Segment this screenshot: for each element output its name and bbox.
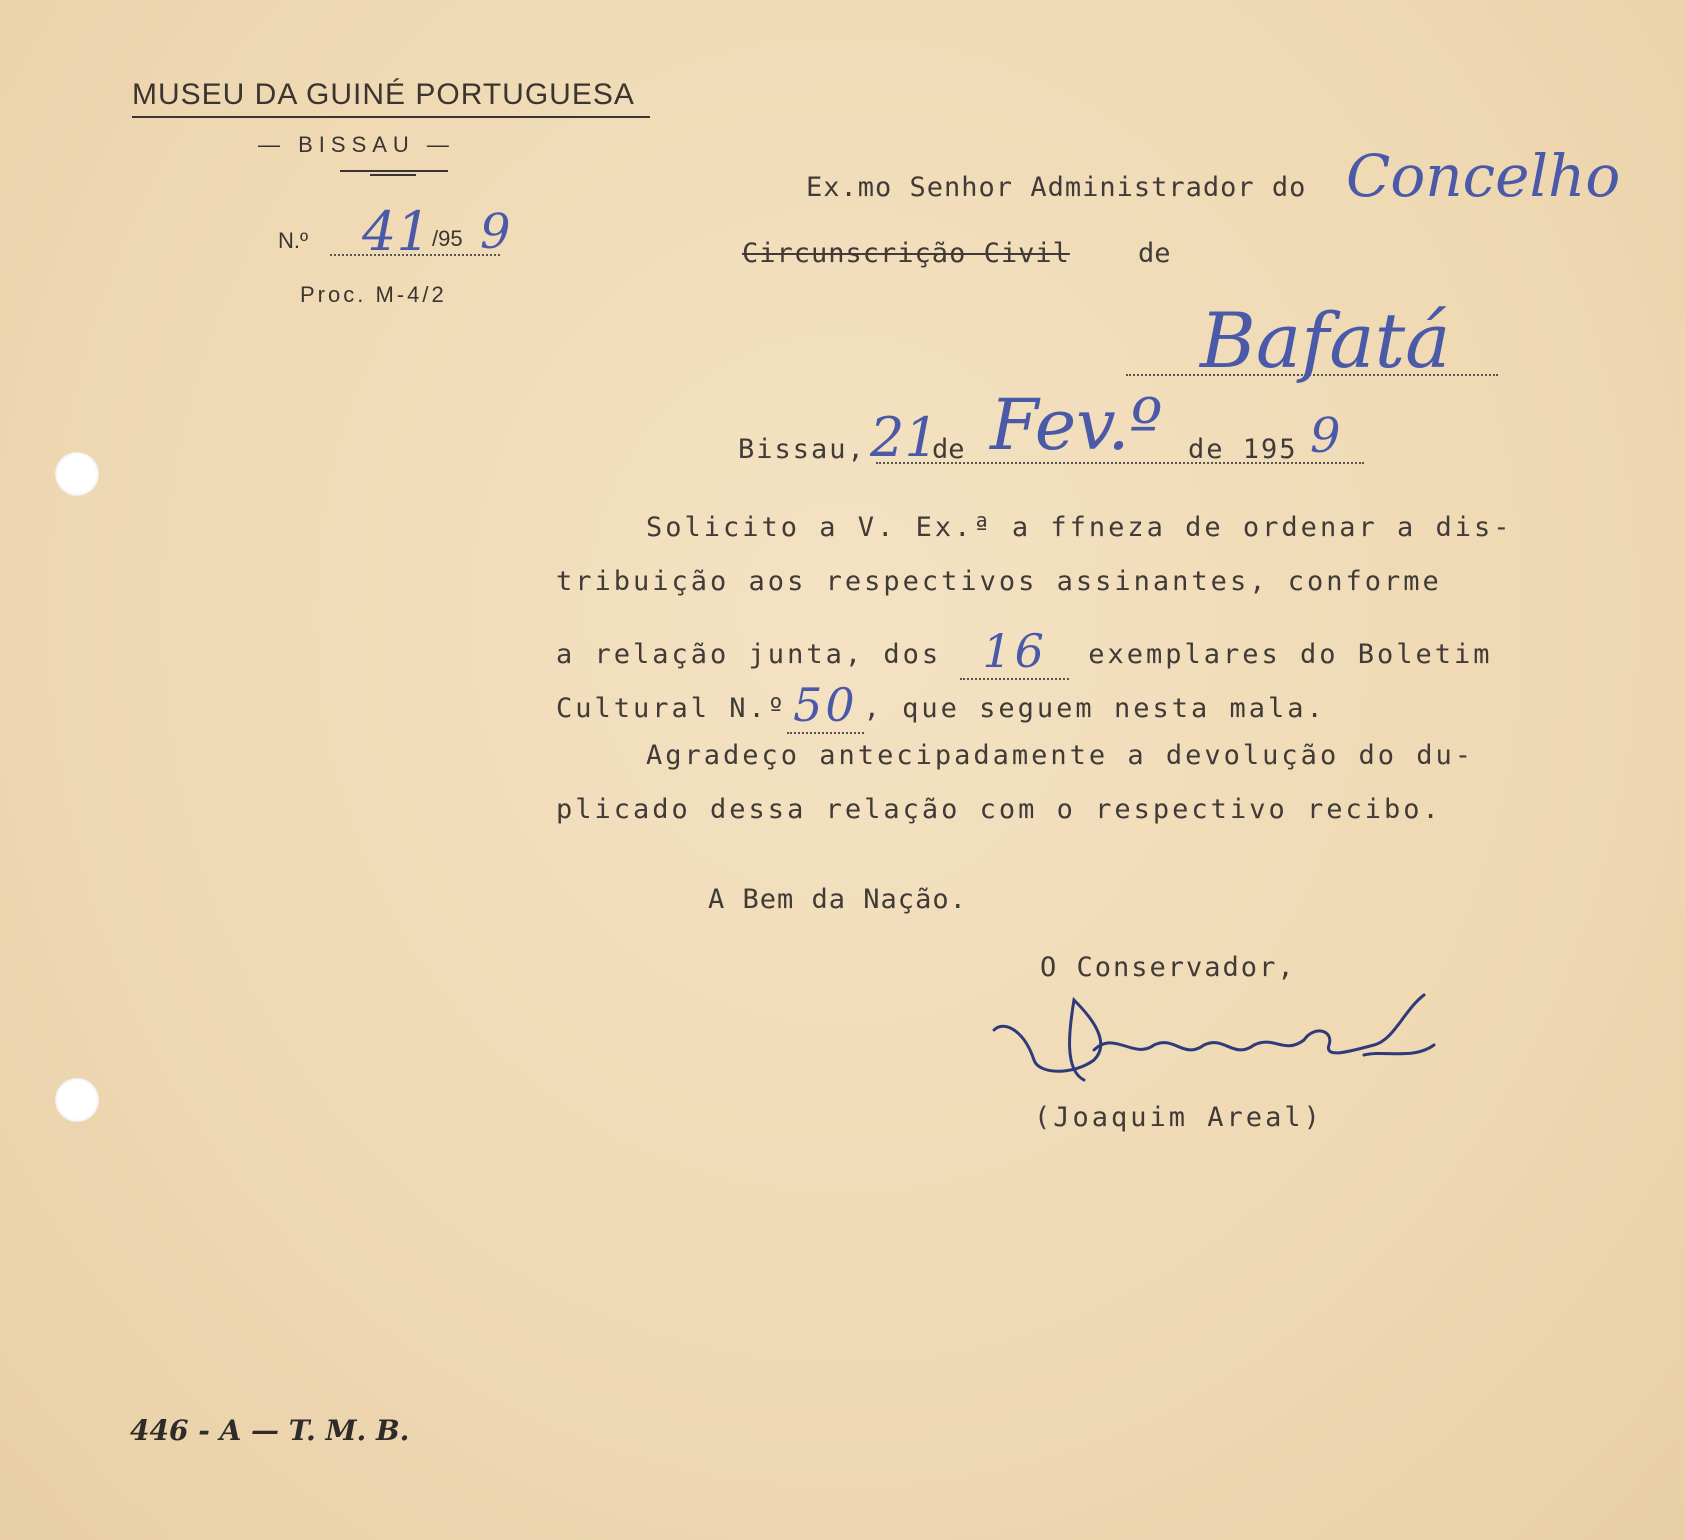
salutation: Ex.mo Senhor Administrador do xyxy=(806,172,1307,203)
date-day-handwritten: 21 xyxy=(870,406,939,469)
date-month-handwritten: Fev.º xyxy=(990,384,1163,466)
body-text: Cultural N.º xyxy=(556,693,788,724)
body-line: Solicito a V. Ex.ª a ffneza de ordenar a dis- xyxy=(646,512,1513,543)
copies-count-handwritten: 16 xyxy=(960,624,1069,680)
letterhead-rule xyxy=(132,116,650,118)
body-line: plicado dessa relação com o respectivo recibo. xyxy=(556,794,1442,825)
body-text: exemplares do Boletim xyxy=(1088,639,1493,670)
city-rule-mark xyxy=(370,174,416,176)
body-line xyxy=(556,620,1493,678)
process-reference: Proc. M-4/2 xyxy=(300,282,447,307)
closing-formula: A Bem da Nação. xyxy=(708,884,967,915)
addressee-connector: de xyxy=(1138,238,1171,269)
signer-name: (Joaquim Areal) xyxy=(1034,1102,1323,1133)
museum-name: MUSEU DA GUINÉ PORTUGUESA xyxy=(132,78,635,111)
date-connector-1: de xyxy=(932,434,965,465)
body-text: , que seguem nesta mala. xyxy=(863,693,1326,724)
salutation-handwritten: Concelho xyxy=(1346,142,1621,210)
bulletin-number-handwritten: 50 xyxy=(787,678,864,734)
signature-image xyxy=(984,990,1454,1090)
struck-text: Circunscrição Civil xyxy=(742,238,1070,269)
body-line: tribuição aos respectivos assinantes, conforme xyxy=(556,566,1442,597)
form-code: 446 - A — T. M. B. xyxy=(130,1414,410,1447)
body-line: Agradeço antecipadamente a devolução do du- xyxy=(646,740,1474,771)
number-year-digit: 9 xyxy=(480,204,511,260)
punch-hole-bottom xyxy=(55,1078,99,1122)
date-connector-2: de 195 xyxy=(1188,434,1298,465)
date-year-digit: 9 xyxy=(1310,408,1341,464)
city-line: — BISSAU — xyxy=(258,132,455,157)
signer-role: O Conservador, xyxy=(1040,952,1296,983)
body-text: a relação junta, dos xyxy=(556,639,942,670)
number-label: N.º xyxy=(278,228,309,253)
number-year-prefix: /95 xyxy=(432,226,463,251)
body-line xyxy=(556,674,1326,732)
punch-hole-top xyxy=(55,452,99,496)
number-handwritten: 41 xyxy=(362,200,431,263)
city-rule xyxy=(340,170,448,172)
place-handwritten: Bafatá xyxy=(1200,296,1451,385)
date-prefix: Bissau, xyxy=(738,434,866,465)
